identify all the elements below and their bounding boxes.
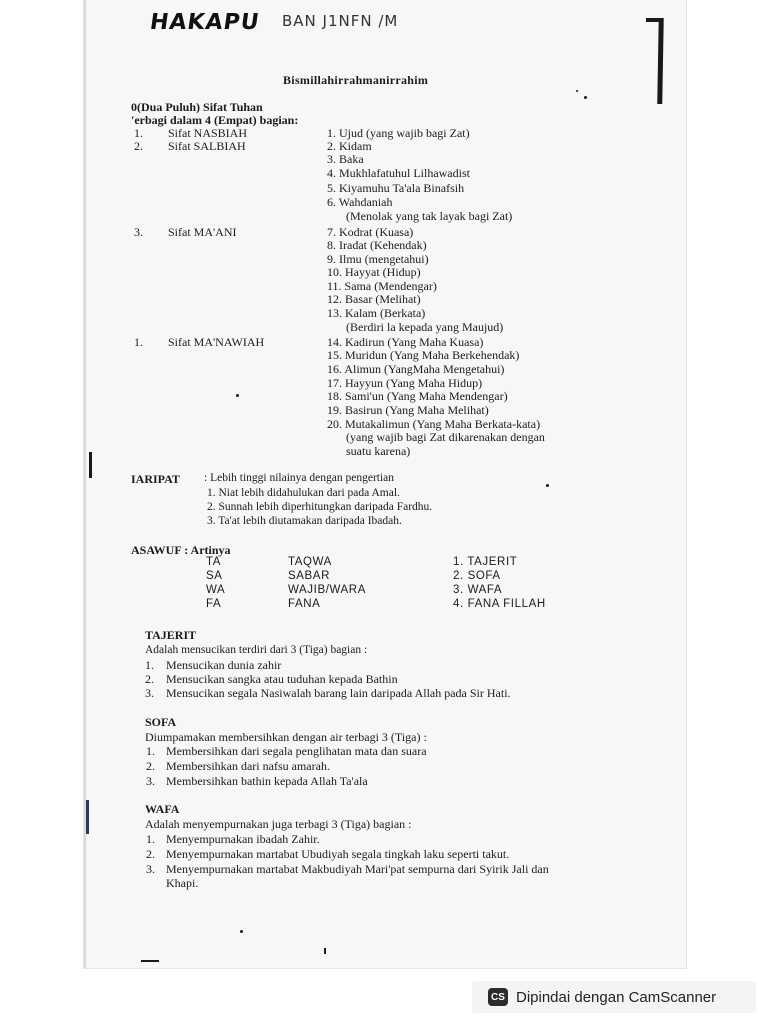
sifat-item: 1. Ujud (yang wajib bagi Zat) [327, 126, 470, 140]
group-number: 2. [134, 139, 143, 153]
sofa-num: 1. [146, 744, 155, 758]
iaripat-point: 2. Sunnah lebih diperhitungkan daripada Fardhu. [207, 501, 433, 513]
tasawuf-letter: TA [206, 556, 222, 568]
sofa-title: SOFA [145, 715, 177, 729]
ink-speck [584, 96, 587, 99]
pen-mark-top-right [646, 18, 662, 22]
camscanner-watermark [472, 981, 756, 1013]
sifat-note: (Berdiri la kepada yang Maujud) [346, 320, 504, 334]
tasawuf-word: SABAR [288, 570, 330, 582]
sifat-item: 19. Basirun (Yang Maha Melihat) [327, 403, 489, 417]
sifat-item: 16. Alimun (YangMaha Mengetahui) [327, 362, 505, 376]
wafa-point: Menyempurnakan martabat Makbudiyah Mari'pat sempurna dari Syirik Jali dan [166, 862, 549, 876]
sifat-item: 4. Mukhlafatuhul Lilhawadist [327, 166, 470, 180]
sifat-item: 15. Muridun (Yang Maha Berkehendak) [327, 348, 520, 362]
tasawuf-level: 1. TAJERIT [453, 556, 518, 568]
group-number: 3. [134, 225, 143, 239]
tajerit-title: TAJERIT [145, 628, 197, 642]
group-name: Sifat SALBIAH [168, 139, 246, 153]
group-name: Sifat NASBIAH [168, 126, 248, 140]
tajerit-point: Mensucikan segala Nasiwalah barang lain daripada Allah pada Sir Hati. [166, 686, 511, 700]
sifat-item: 5. Kiyamuhu Ta'ala Binafsih [327, 181, 465, 195]
ink-speck [236, 394, 239, 397]
margin-mark-left [89, 452, 92, 478]
margin-mark-left-2 [86, 800, 89, 834]
wafa-point: Menyempurnakan ibadah Zahir. [166, 832, 320, 846]
sifat-item: 11. Sama (Mendengar) [327, 279, 437, 293]
sifat-note: (Menolak yang tak layak bagi Zat) [346, 209, 513, 223]
bismillah-heading: Bismillahirrahmanirrahim [283, 73, 429, 87]
iaripat-point: 1. Niat lebih didahulukan dari pada Amal. [207, 487, 400, 499]
sofa-point: Membersihkan bathin kepada Allah Ta'ala [166, 774, 368, 788]
tajerit-intro: Adalah mensucikan terdiri dari 3 (Tiga) bagian : [145, 644, 368, 656]
ink-speck [240, 930, 243, 933]
tasawuf-label: ASAWUF : Artinya [131, 543, 231, 557]
sifat-item: 12. Basar (Melihat) [327, 292, 421, 306]
sifat-item: 18. Sami'un (Yang Maha Mendengar) [327, 389, 508, 403]
group-number: 1. [134, 335, 143, 349]
sofa-num: 3. [146, 774, 155, 788]
sofa-intro: Diumpamakan membersihkan dengan air terbagi 3 (Tiga) : [145, 730, 427, 744]
wafa-num: 1. [146, 832, 155, 846]
group-number: 1. [134, 126, 143, 140]
wafa-intro: Adalah menyempurnakan juga terbagi 3 (Tiga) bagian : [145, 817, 412, 831]
ink-speck [546, 484, 549, 487]
tasawuf-word: TAQWA [288, 556, 332, 568]
sifat-item: 9. Ilmu (mengetahui) [327, 252, 429, 266]
iaripat-label: IARIPAT [131, 472, 180, 486]
tasawuf-letter: FA [206, 598, 222, 610]
sofa-num: 2. [146, 759, 155, 773]
wafa-title: WAFA [145, 802, 180, 816]
wafa-point: Menyempurnakan martabat Ubudiyah segala tingkah laku seperti takut. [166, 847, 510, 861]
sifat-heading: 0(Dua Puluh) Sifat Tuhan [131, 100, 263, 114]
sifat-note: (yang wajib bagi Zat dikarenakan dengan [346, 430, 545, 444]
sifat-item: 7. Kodrat (Kuasa) [327, 225, 414, 239]
sifat-item: 20. Mutakalimun (Yang Maha Berkata-kata) [327, 417, 541, 431]
sifat-item: 8. Iradat (Kehendak) [327, 238, 427, 252]
sifat-item: 17. Hayyun (Yang Maha Hidup) [327, 376, 483, 390]
sofa-point: Membersihkan dari segala penglihatan mata dan suara [166, 744, 427, 758]
group-name: Sifat MA'NAWIAH [168, 335, 265, 349]
handwritten-subtitle: BAN J1NFN /M [282, 12, 399, 30]
tajerit-point: Mensucikan dunia zahir [166, 658, 282, 672]
iaripat-point: 3. Ta'at lebih diutamakan daripada Ibadah. [207, 515, 402, 527]
group-name: Sifat MA'ANI [168, 225, 237, 239]
sifat-item: 2. Kidam [327, 139, 372, 153]
handwritten-title: HAKAPU [148, 10, 262, 35]
wafa-num: 3. [146, 862, 155, 876]
sifat-note: suatu karena) [346, 444, 411, 458]
camscanner-label: Dipindai dengan CamScanner [516, 988, 717, 1006]
ink-speck [141, 960, 159, 962]
sofa-point: Membersihkan dari nafsu amarah. [166, 759, 330, 773]
tajerit-num: 2. [145, 672, 154, 686]
tasawuf-level: 2. SOFA [453, 570, 501, 582]
tajerit-num: 3. [145, 686, 154, 700]
tajerit-num: 1. [145, 658, 154, 672]
sifat-item: 3. Baka [327, 152, 364, 166]
camscanner-logo-icon: CS [488, 988, 508, 1006]
tasawuf-word: FANA [288, 598, 321, 610]
sifat-item: 6. Wahdaniah [327, 195, 393, 209]
tasawuf-level: 3. WAFA [453, 584, 503, 596]
tasawuf-letter: WA [206, 584, 226, 596]
tajerit-point: Mensucikan sangka atau tuduhan kepada Bathin [166, 672, 398, 686]
sifat-item: 14. Kadirun (Yang Maha Kuasa) [327, 335, 484, 349]
sifat-item: 13. Kalam (Berkata) [327, 306, 426, 320]
tasawuf-word: WAJIB/WARA [288, 584, 366, 596]
wafa-point-continued: Khapi. [166, 876, 199, 890]
wafa-num: 2. [146, 847, 155, 861]
tasawuf-letter: SA [206, 570, 223, 582]
ink-speck [576, 90, 578, 92]
tasawuf-level: 4. FANA FILLAH [453, 598, 546, 610]
iaripat-desc: : Lebih tinggi nilainya dengan pengertian [204, 472, 395, 484]
sifat-subheading: 'erbagi dalam 4 (Empat) bagian: [131, 113, 299, 127]
ink-speck [324, 948, 326, 954]
sifat-item: 10. Hayyat (Hidup) [327, 265, 421, 279]
